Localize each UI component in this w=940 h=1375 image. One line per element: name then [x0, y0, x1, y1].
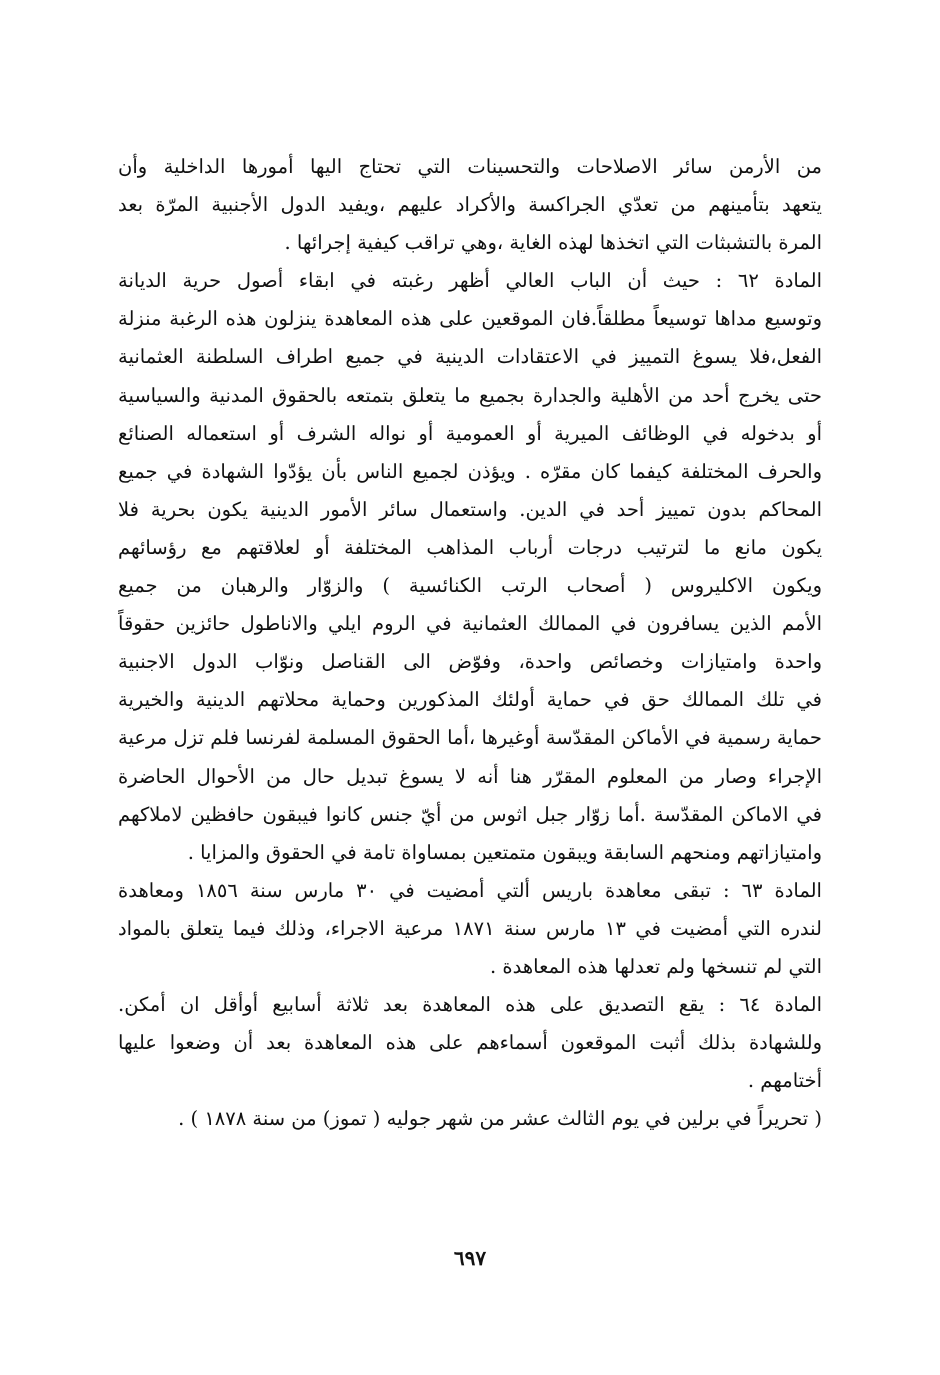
text-line: حماية رسمية في الأماكن المقدّسة أوغيرها ،أما الحقوق المسلمة لفرنسا فلم تزل مرعية [118, 726, 822, 750]
text-line: الإجراء وصار من المعلوم المقرّر هنا أنه لا يسوغ تبديل حال من الأحوال الحاضرة [118, 764, 822, 788]
text-line: من الأرمن سائر الاصلاحات والتحسينات التي تحتاج اليها أمورها الداخلية وأن [118, 155, 822, 178]
text-line: حتى يخرج أحد من الأهلية والجدارة بجميع ما يتعلق بتمتعه بالحقوق المدنية والسياسية [118, 383, 822, 407]
text-line: المحاكم بدون تمييز أحد في الدين. واستعمال سائر الأمور الدينية يكون بحرية فلا [118, 497, 822, 521]
text-line: أختامهم . [747, 1069, 822, 1093]
article-63-line: المادة ٦٣ : تبقى معاهدة باريس ألتي أمضيت في ٣٠ مارس سنة ١٨٥٦ ومعاهدة [118, 878, 822, 902]
page-number: ٦٩٧ [453, 1246, 487, 1270]
closing-line: ( تحريراً في برلين في يوم الثالث عشر من شهر جوليه ( تموز) من سنة ١٨٧٨ ) . [178, 1107, 822, 1131]
text-line: واحدة وامتيازات وخصائص واحدة، وفوّض الى القناصل ونوّاب الدول الاجنبية [118, 650, 822, 674]
text-line: والحرف المختلفة كيفما كان مقرّه . ويؤذن لجميع الناس بأن يؤدّوا الشهادة في جميع [118, 459, 822, 483]
text-line: وللشهادة بذلك أثبت الموقعون أسماءهم على هذه المعاهدة بعد أن وضعوا عليها [118, 1031, 822, 1055]
text-line: الأمم الذين يسافرون في الممالك العثمانية في الروم ايلي والاناطول حائزين حقوقاً [118, 612, 822, 636]
text-line: في الاماكن المقدّسة .أما زوّار جبل اثوس من أيّ جنس كانوا فيبقون حافظين لاملاكهم [118, 802, 822, 826]
text-line: يتعهد بتأمينهم من تعدّي الجراكسة والأكراد عليهم ،ويفيد الدول الأجنبية المرّة بعد [118, 193, 822, 217]
text-line: أو بدخوله في الوظائف الميرية أو العمومية أو نواله الشرف أو استعماله الصنائع [118, 421, 822, 445]
text-line: الفعل،فلا يسوغ التمييز في الاعتقادات الدينية في جميع اطراف السلطنة العثمانية [118, 345, 822, 369]
text-line: وتوسيع مداها توسيعاً مطلقاً.فان الموقعين على هذه المعاهدة ينزلون هذه الرغبة منزلة [118, 307, 822, 331]
body-text [118, 148, 822, 1138]
text-line: يكون مانع ما لترتيب درجات أرباب المذاهب المختلفة أو لعلاقتهم مع رؤسائهم [118, 535, 822, 559]
text-line: ويكون الاكليروس ( أصحاب الرتب الكنائسية ) والزوّار والرهبان من جميع [118, 574, 822, 598]
text-line: التي لم تنسخها ولم تعدلها هذه المعاهدة . [490, 954, 822, 978]
document-page [118, 148, 822, 1298]
article-62-line: المادة ٦٢ : حيث أن الباب العالي أظهر رغبته في ابقاء أصول حرية الديانة [118, 269, 822, 293]
text-line: المرة بالتشبثات التي اتخذها لهذه الغاية ،وهي تراقب كيفية إجرائها . [284, 231, 822, 255]
article-64-line: المادة ٦٤ : يقع التصديق على هذه المعاهدة بعد ثلاثة أسابيع أوأقل ان أمكن. [118, 993, 822, 1017]
text-line: لندره التي أمضيت في ١٣ مارس سنة ١٨٧١ مرعية الاجراء، وذلك فيما يتعلق بالمواد [118, 916, 822, 940]
text-line: في تلك الممالك حق في حماية أولئك المذكورين وحماية محلاتهم الدينية والخيرية [118, 688, 822, 712]
text-line: وامتيازاتهم ومنحهم السابقة ويبقون متمتعين بمساواة تامة في الحقوق والمزايا . [187, 840, 822, 864]
